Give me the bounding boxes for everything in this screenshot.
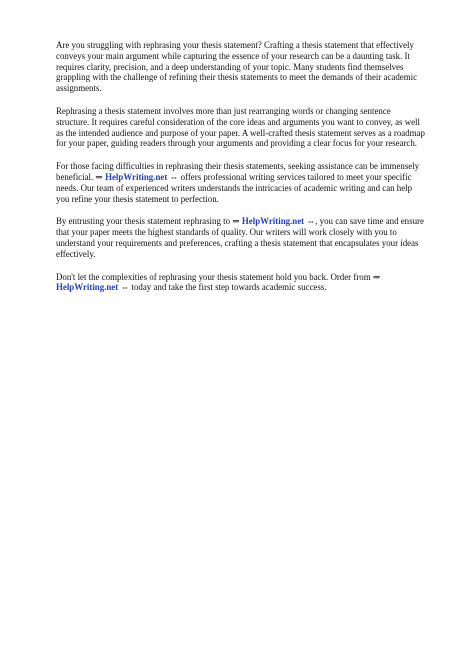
paragraph-order-after: today and take the first step towards academic success. xyxy=(129,282,327,293)
paragraph-entrusting-before: By entrusting your thesis statement rephrasing to xyxy=(56,216,233,227)
paragraph-assistance xyxy=(56,161,426,204)
left-right-arrow-icon: ⇔ xyxy=(304,216,316,227)
left-right-arrow-icon: ⇔ xyxy=(167,171,179,182)
right-arrow-icon: ⇒ xyxy=(372,271,381,282)
paragraph-intro-text: Are you struggling with rephrasing your thesis statement? Crafting a thesis statement that effectively conveys your main argument while capturing the essence of your research can be a daunting task. It requires clarity, precision, and a deep understanding of your topic. Many students find themselves grappling with the challenge of refining their thesis statements to meet the demands of their academic assignments. xyxy=(56,40,418,94)
helpwriting-link[interactable]: HelpWriting.net xyxy=(105,171,168,182)
paragraph-rephrasing xyxy=(56,106,426,149)
paragraph-order xyxy=(56,272,426,294)
paragraph-assistance-before: For those facing difficulties in rephrasing their thesis statements, seeking assistance can be immensely beneficial. xyxy=(56,161,420,182)
paragraph-entrusting-after: , you can save time and ensure that your paper meets the highest standards of quality. Our writers will work closely with you to understand your requirements and preferences, crafting a thesis statement that encapsulates your ideas effectively. xyxy=(56,216,424,259)
right-arrow-icon: ⇒ xyxy=(232,216,242,227)
left-right-arrow-icon: ⇔ xyxy=(118,282,130,293)
paragraph-assistance-after: offers professional writing services tailored to meet your specific needs. Our team of experienced writers understands the intricacies of academic writing and can help you refine your thesis statement to perfection. xyxy=(56,171,413,204)
helpwriting-link[interactable]: HelpWriting.net xyxy=(241,216,305,227)
paragraph-rephrasing-text: Rephrasing a thesis statement involves more than just rearranging words or changing sentence structure. It requires careful consideration of the core ideas and arguments you want to convey, as well as the intended audience and purpose of your paper. A well-crafted thesis statement serves as a roadmap for your paper, guiding readers through your arguments and providing a clear focus for your research. xyxy=(56,105,425,149)
paragraph-intro xyxy=(56,40,426,94)
right-arrow-icon: ⇒ xyxy=(95,171,106,182)
helpwriting-link[interactable]: HelpWriting.net xyxy=(56,282,119,293)
document-page xyxy=(56,40,426,305)
paragraph-entrusting xyxy=(56,216,426,259)
paragraph-order-before: Don't let the complexities of rephrasing your thesis statement hold you back. Order from xyxy=(56,271,373,282)
